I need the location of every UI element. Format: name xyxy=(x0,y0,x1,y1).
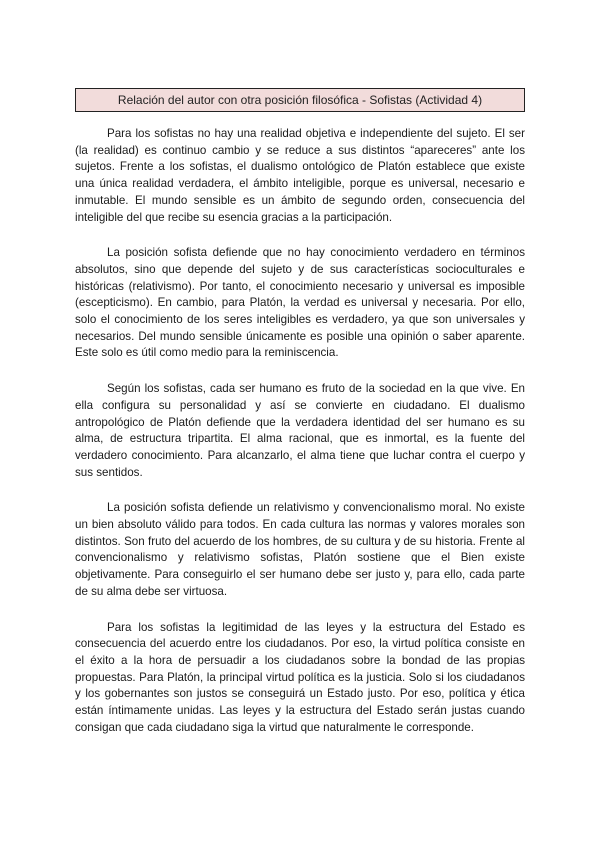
paragraph-epistemology: La posición sofista defiende que no hay conocimiento verdadero en términos absolutos, sino que depende del sujeto y de sus características socioculturales e históricas (relativismo). Por tanto, el conocimiento necesario y universal es imposible (escepticismo). En cambio, para Platón, la verdad es universal y necesaria. Por ello, solo el conocimiento de los seres inteligibles es verdadero, ya que son universales y necesarios. Del mundo sensible únicamente es posible una opinión o saber aparente. Este solo es útil como medio para la reminiscencia. xyxy=(75,246,525,360)
document-body xyxy=(75,126,525,756)
document-title: Relación del autor con otra posición filosófica - Sofistas (Actividad 4) xyxy=(75,88,525,112)
paragraph-anthropology: Según los sofistas, cada ser humano es fruto de la sociedad en la que vive. En ella configura su personalidad y así se convierte en ciudadano. El dualismo antropológico de Platón defiende que la verdadera identidad del ser humano es su alma, de estructura tripartita. El alma racional, que es inmortal, es la fuente del verdadero conocimiento. Para alcanzarlo, el alma tiene que luchar contra el cuerpo y sus sentidos. xyxy=(75,382,525,479)
paragraph-ontology: Para los sofistas no hay una realidad objetiva e independiente del sujeto. El ser (la realidad) es continuo cambio y se reduce a sus distintos “apareceres” ante los sujetos. Frente a los sofistas, el dualismo ontológico de Platón establece que existe una única realidad verdadera, el ámbito inteligible, porque es universal, necesario e inmutable. El mundo sensible es un ámbito de segundo orden, consecuencia del inteligible del que recibe su esencia gracias a la participación. xyxy=(75,127,525,224)
paragraph-politics: Para los sofistas la legitimidad de las leyes y la estructura del Estado es consecuencia del acuerdo entre los ciudadanos. Por eso, la virtud política consiste en el éxito a la hora de persuadir a los ciudadanos sobre la bondad de las propias propuestas. Para Platón, la principal virtud política es la justicia. Solo si los ciudadanos y los gobernantes son justos se conseguirá un Estado justo. Por eso, política y ética están íntimamente unidas. Las leyes y la estructura del Estado serán justas cuando consigan que cada ciudadano siga la virtud que naturalmente le corresponde. xyxy=(75,620,525,734)
paragraph-ethics: La posición sofista defiende un relativismo y convencionalismo moral. No existe un bien absoluto válido para todos. En cada cultura las normas y valores morales son distintos. Son fruto del acuerdo de los hombres, de su cultura y de su historia. Frente al convencionalismo y relativismo sofistas, Platón sostiene que el Bien existe objetivamente. Para conseguirlo el ser humano debe ser justo y, para ello, cada parte de su alma debe ser virtuosa. xyxy=(75,501,525,598)
